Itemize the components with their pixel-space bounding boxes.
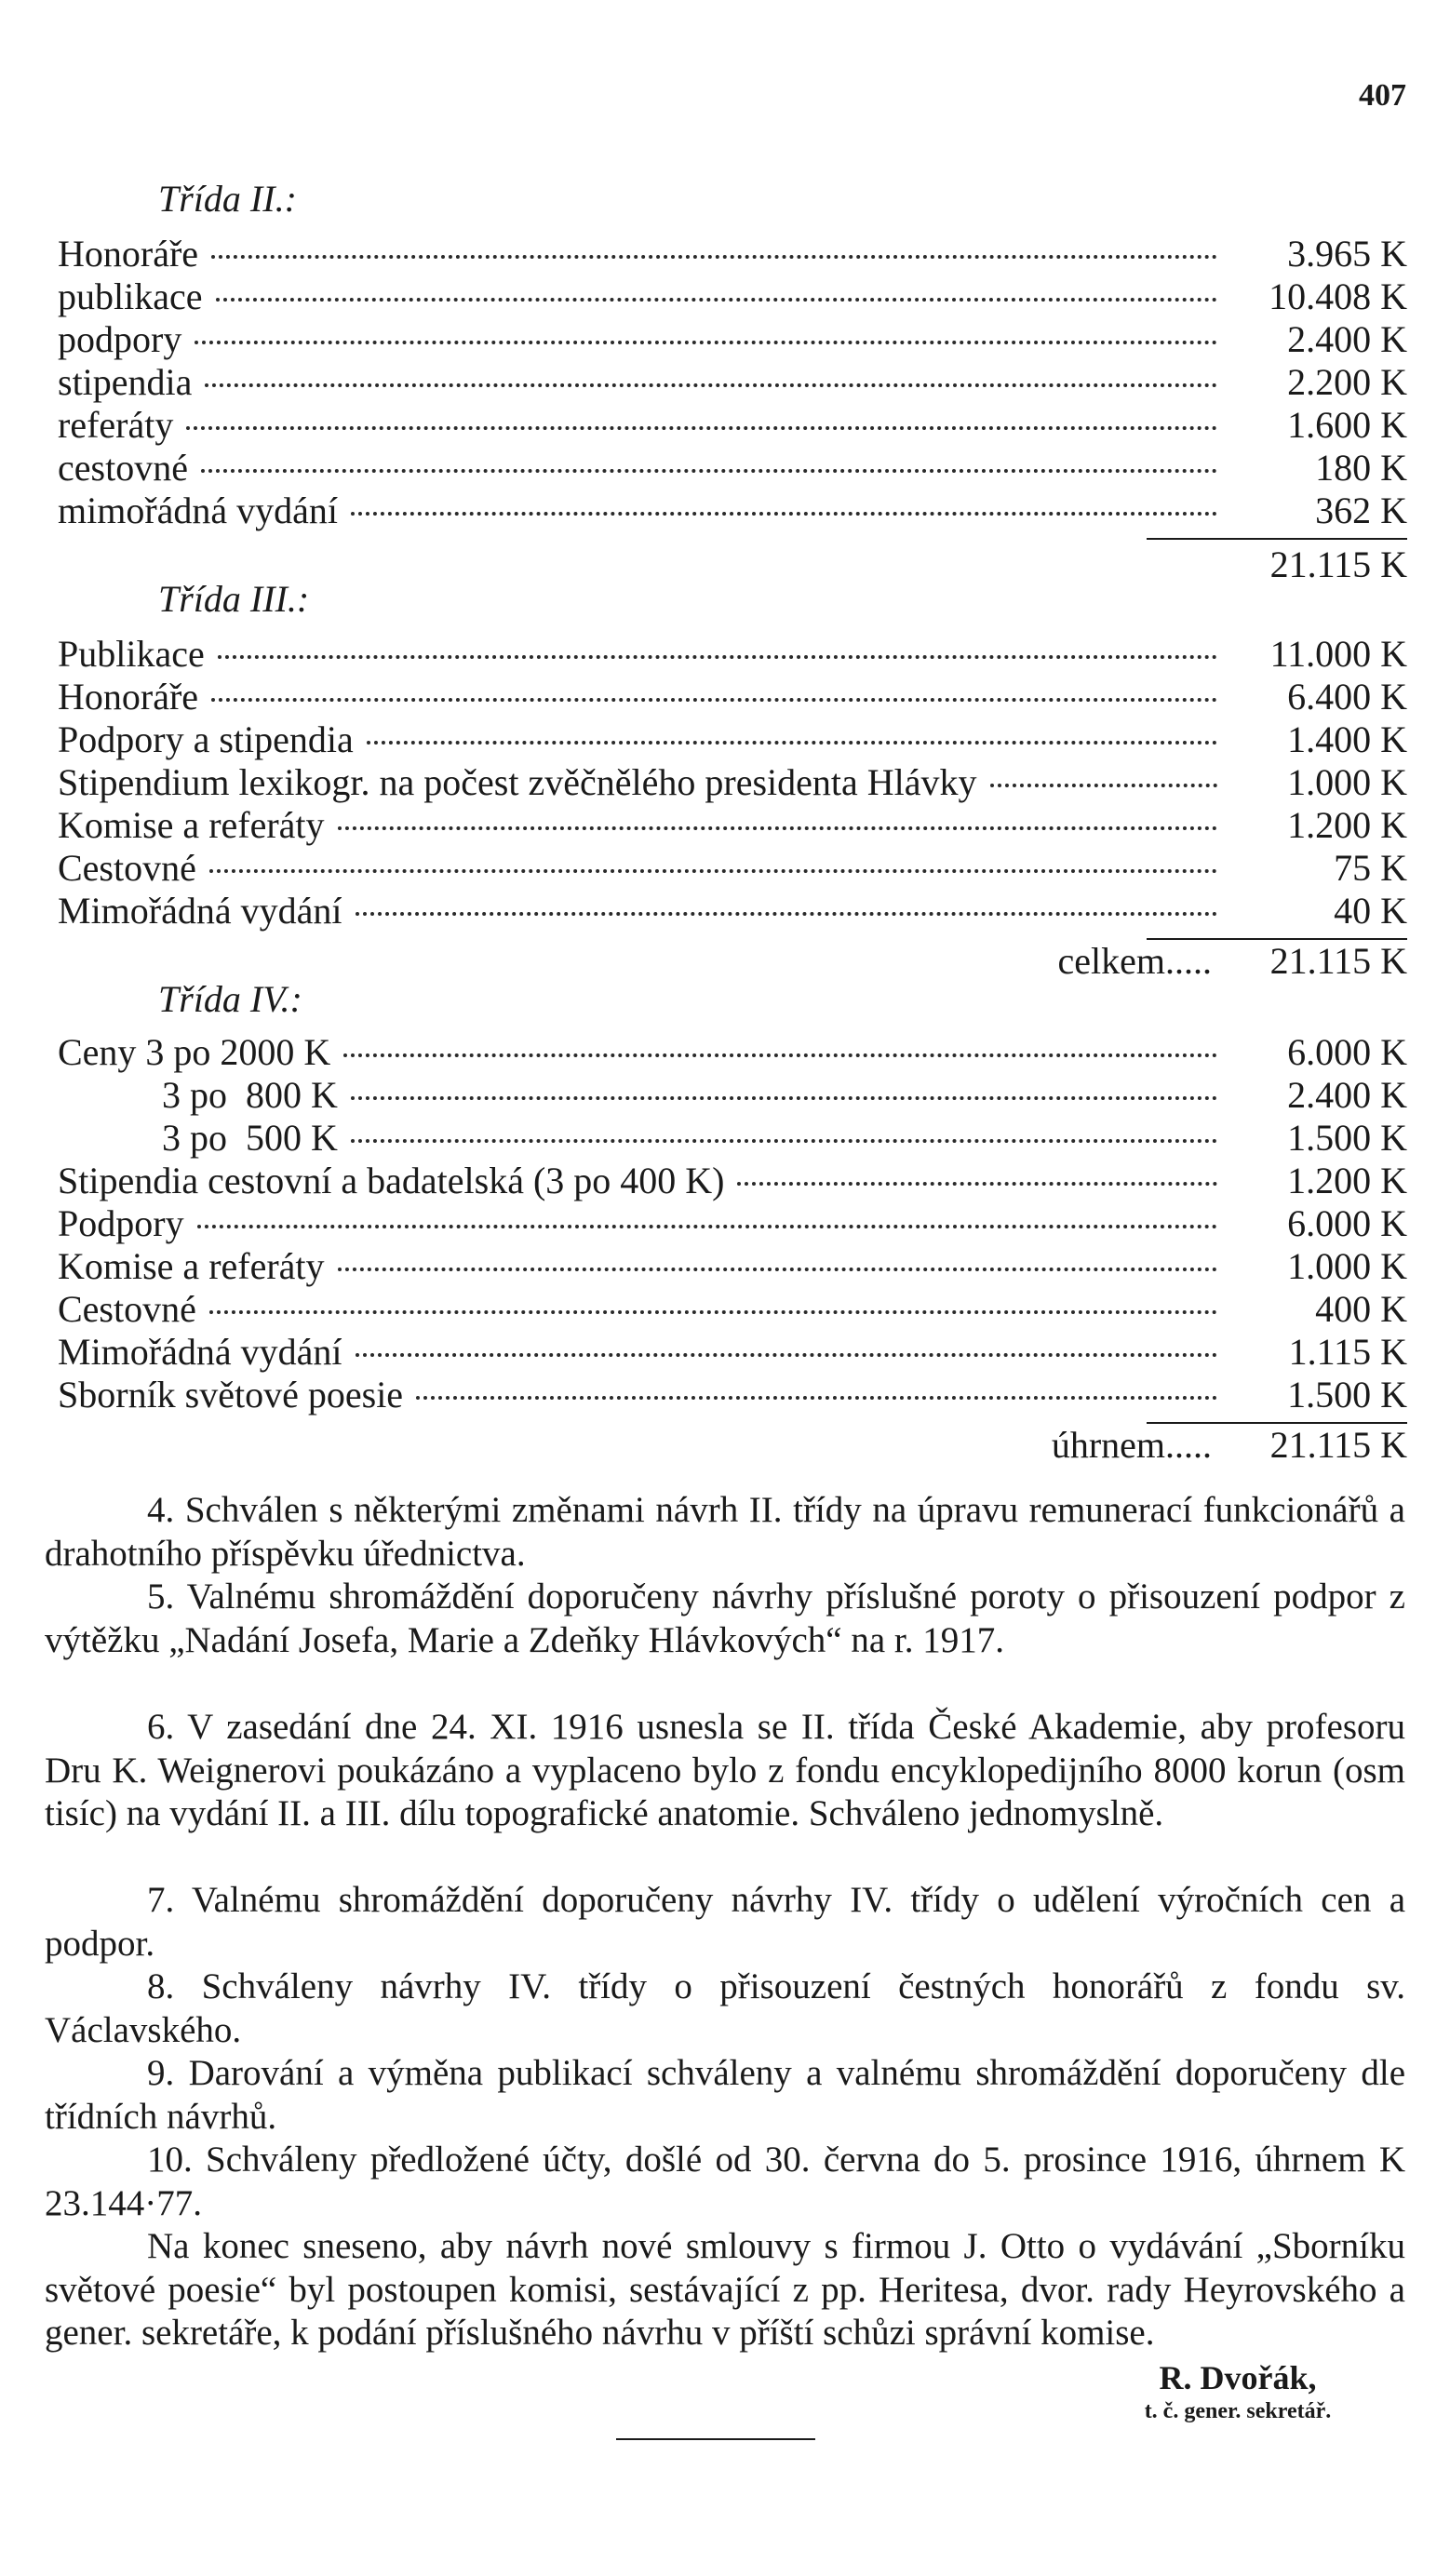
class-4-entry xyxy=(162,1074,1407,1117)
dot-leader xyxy=(737,1182,1217,1186)
class-2-entry xyxy=(58,490,1407,532)
dot-leader xyxy=(209,1310,1217,1314)
dot-leader xyxy=(218,655,1217,659)
dot-leader xyxy=(216,298,1218,302)
entry-amount: 11.000 K xyxy=(1269,633,1407,675)
signatory-title: t. č. gener. sekretář. xyxy=(1144,2399,1332,2423)
class-2-entry xyxy=(58,275,1407,318)
class-4-entry xyxy=(58,1031,1407,1074)
class-3-entry xyxy=(58,761,1407,804)
dot-leader xyxy=(338,826,1217,830)
dot-leader xyxy=(356,912,1218,916)
dot-leader xyxy=(201,469,1217,473)
entry-label: cestovné xyxy=(58,447,188,489)
entry-label: Stipendium lexikogr. na počest zvěčnělého presidenta Hlávky xyxy=(58,761,977,803)
entry-amount: 1.200 K xyxy=(1287,804,1407,846)
entry-amount: 1.000 K xyxy=(1287,761,1407,803)
entry-amount: 3.965 K xyxy=(1287,233,1407,275)
class-3-entry xyxy=(58,890,1407,932)
class-4-entry xyxy=(58,1202,1407,1245)
entry-amount: 400 K xyxy=(1315,1288,1407,1330)
class-2-total xyxy=(931,543,1407,586)
entry-label: Sborník světové poesie xyxy=(58,1374,404,1415)
entry-label: referáty xyxy=(58,404,174,446)
entry-amount: 1.500 K xyxy=(1287,1117,1407,1159)
entry-amount: 40 K xyxy=(1334,890,1407,932)
dot-leader xyxy=(990,784,1218,787)
dot-leader xyxy=(209,869,1217,873)
class-2-entry xyxy=(58,318,1407,361)
class-4-entry xyxy=(58,1288,1407,1331)
class-4-entry xyxy=(162,1117,1407,1160)
class-4-entry xyxy=(58,1374,1407,1416)
signatory-name: R. Dvořák, xyxy=(1159,2359,1317,2396)
class-2-entry xyxy=(58,404,1407,447)
resolution-paragraph: 7. Valnému shromáždění doporučeny návrhy IV. třídy o udělení výročních cen a podpor. xyxy=(45,1880,1405,1964)
entry-amount: 1.500 K xyxy=(1287,1374,1407,1415)
entry-amount: 2.400 K xyxy=(1287,318,1407,360)
class-3-entry xyxy=(58,633,1407,676)
total-amount: 21.115 K xyxy=(1269,1424,1407,1466)
entry-label: Publikace xyxy=(58,633,205,675)
class-3-heading: Třída III.: xyxy=(158,578,310,620)
entry-amount: 1.000 K xyxy=(1287,1245,1407,1287)
entry-label: stipendia xyxy=(58,361,193,403)
entry-amount: 75 K xyxy=(1334,847,1407,889)
entry-label: 3 po 800 K xyxy=(162,1074,338,1116)
dot-leader xyxy=(343,1053,1217,1057)
dot-leader xyxy=(356,1353,1218,1357)
entry-label: Cestovné xyxy=(58,1288,196,1330)
resolution-paragraph: 5. Valnému shromáždění doporučeny návrhy příslušné poroty o přisouzení podpor z výtěžku „Nadání Josefa, Marie a Zdeňky Hlávkových“ na r. 1917. xyxy=(45,1576,1405,1660)
class-3-total xyxy=(931,940,1407,983)
class-4-entry xyxy=(58,1331,1407,1374)
class-3-entry xyxy=(58,804,1407,847)
entry-label: Podpory a stipendia xyxy=(58,718,354,760)
dot-leader xyxy=(351,512,1217,516)
dot-leader xyxy=(211,698,1217,702)
entry-label: Honoráře xyxy=(58,676,199,718)
closing-paragraph: Na konec sneseno, aby návrh nové smlouvy s firmou J. Otto o vydávání „Sborníku světové poesie“ byl postoupen komisi, sestávající z pp. Heritesa, dvor. rady Heyrovského a gener. sekretáře, k podání příslušného návrhu v příští schůzi správní komise. xyxy=(45,2226,1405,2353)
entry-label: Cestovné xyxy=(58,847,196,889)
resolution-paragraph: 6. V zasedání dne 24. XI. 1916 usnesla se II. třída České Akademie, aby profesoru Dru K. Weignerovi poukázáno a vyplaceno bylo z fondu encyklopedijního 8000 korun (osm tisíc) na vydání II. a III. dílu topografické anatomie. Schváleno jednomyslně. xyxy=(45,1707,1405,1833)
entry-label: 3 po 500 K xyxy=(162,1117,338,1159)
total-label: úhrnem..... xyxy=(1051,1424,1212,1466)
signature-block xyxy=(1089,2357,1387,2424)
end-rule xyxy=(616,2438,815,2440)
class-4-heading: Třída IV.: xyxy=(158,978,302,1020)
entry-amount: 10.408 K xyxy=(1269,275,1407,317)
dot-leader xyxy=(367,741,1217,745)
class-4-entry xyxy=(58,1245,1407,1288)
entry-label: Podpory xyxy=(58,1202,184,1244)
dot-leader xyxy=(351,1139,1217,1143)
total-amount: 21.115 K xyxy=(1269,940,1407,982)
class-3-entry xyxy=(58,676,1407,718)
resolution-paragraph: 8. Schváleny návrhy IV. třídy o přisouzení čestných honorářů z fondu sv. Václavského. xyxy=(45,1966,1405,2050)
dot-leader xyxy=(211,255,1217,259)
entry-amount: 1.400 K xyxy=(1287,718,1407,760)
entry-label: Mimořádná vydání xyxy=(58,1331,342,1373)
dot-leader xyxy=(186,426,1217,430)
entry-amount: 1.115 K xyxy=(1288,1331,1407,1373)
entry-label: Honoráře xyxy=(58,233,199,275)
entry-label: podpory xyxy=(58,318,182,360)
entry-amount: 6.000 K xyxy=(1287,1031,1407,1073)
dot-leader xyxy=(195,341,1217,344)
entry-amount: 2.200 K xyxy=(1287,361,1407,403)
entry-label: Mimořádná vydání xyxy=(58,890,342,932)
class-2-entry xyxy=(58,447,1407,490)
class-2-entry xyxy=(58,233,1407,275)
dot-leader xyxy=(416,1396,1217,1400)
entry-amount: 6.000 K xyxy=(1287,1202,1407,1244)
entry-label: Stipendia cestovní a badatelská (3 po 400 K) xyxy=(58,1160,725,1201)
entry-amount: 6.400 K xyxy=(1287,676,1407,718)
resolution-paragraph: 9. Darování a výměna publikací schváleny a valnému shromáždění doporučeny dle třídních návrhů. xyxy=(45,2053,1405,2137)
resolution-paragraph: 4. Schválen s některými změnami návrh II. třídy na úpravu remunerací funkcionářů a drahotního příspěvku úřednictva. xyxy=(45,1490,1405,1574)
entry-label: Komise a referáty xyxy=(58,1245,325,1287)
page-number: 407 xyxy=(1359,78,1406,113)
class-3-entry xyxy=(58,847,1407,890)
dot-leader xyxy=(351,1096,1217,1100)
class-4-entry xyxy=(58,1160,1407,1202)
entry-amount: 1.200 K xyxy=(1287,1160,1407,1201)
sum-rule xyxy=(1147,538,1407,540)
entry-amount: 2.400 K xyxy=(1287,1074,1407,1116)
entry-label: mimořádná vydání xyxy=(58,490,339,531)
total-label: celkem..... xyxy=(1057,940,1212,982)
total-amount: 21.115 K xyxy=(1269,543,1407,585)
class-2-entry xyxy=(58,361,1407,404)
class-4-total xyxy=(931,1424,1407,1467)
entry-amount: 1.600 K xyxy=(1287,404,1407,446)
entry-label: publikace xyxy=(58,275,203,317)
dot-leader xyxy=(205,383,1217,387)
resolution-paragraph: 10. Schváleny předložené účty, došlé od 30. června do 5. prosince 1916, úhrnem K 23.144·77. xyxy=(45,2140,1405,2223)
dot-leader xyxy=(197,1225,1217,1228)
entry-amount: 362 K xyxy=(1315,490,1407,531)
entry-amount: 180 K xyxy=(1315,447,1407,489)
dot-leader xyxy=(338,1268,1217,1271)
class-3-entry xyxy=(58,718,1407,761)
entry-label: Ceny 3 po 2000 K xyxy=(58,1031,331,1073)
class-2-heading: Třída II.: xyxy=(158,178,297,220)
entry-label: Komise a referáty xyxy=(58,804,325,846)
